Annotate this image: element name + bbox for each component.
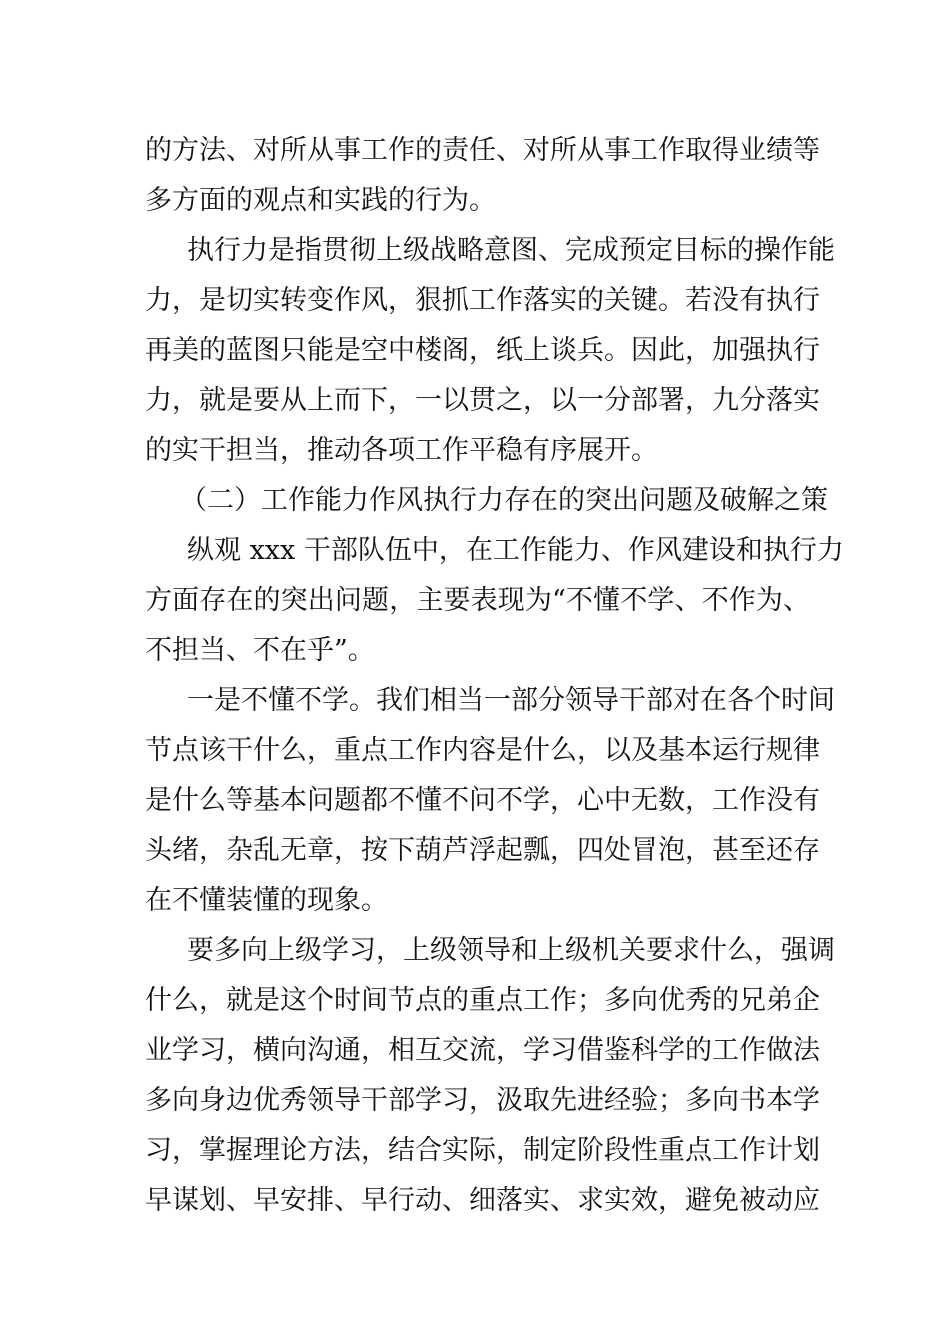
paragraph-line: 多方面的观点和实践的行为。 <box>145 185 496 216</box>
paragraph-line: 是什么等基本问题都不懂不问不学，心中无数，工作没有 <box>145 785 820 816</box>
paragraph-line: 不担当、不在乎”。 <box>145 635 375 666</box>
paragraph-line: 力，是切实转变作风，狠抓工作落实的关键。若没有执行 <box>145 285 820 316</box>
paragraph-line: 什么，就是这个时间节点的重点工作；多向优秀的兄弟企 <box>145 985 820 1016</box>
paragraph-line: 节点该干什么，重点工作内容是什么，以及基本运行规律 <box>145 735 820 766</box>
paragraph-line: 要多向上级学习，上级领导和上级机关要求什么，强调 <box>187 935 835 966</box>
document-body <box>145 126 844 1226</box>
paragraph-line: 头绪，杂乱无章，按下葫芦浮起瓢，四处冒泡，甚至还存 <box>145 835 820 866</box>
paragraph-line: 执行力是指贯彻上级战略意图、完成预定目标的操作能 <box>187 235 835 266</box>
paragraph-line: 一是不懂不学。我们相当一部分领导干部对在各个时间 <box>187 685 835 716</box>
paragraph-line: 早谋划、早安排、早行动、细落实、求实效，避免被动应 <box>145 1185 820 1216</box>
paragraph-line: 纵观 xxx 干部队伍中，在工作能力、作风建设和执行力 <box>187 535 844 566</box>
paragraph-line: 的方法、对所从事工作的责任、对所从事工作取得业绩等 <box>145 135 820 166</box>
paragraph-line: 习，掌握理论方法，结合实际，制定阶段性重点工作计划 <box>145 1135 820 1166</box>
paragraph-line: 方面存在的突出问题，主要表现为“不懂不学、不作为、 <box>145 585 810 616</box>
paragraph-line: 力，就是要从上而下，一以贯之，以一分部署，九分落实 <box>145 385 820 416</box>
paragraph-line: 在不懂装懂的现象。 <box>145 885 388 916</box>
paragraph-line: 多向身边优秀领导干部学习，汲取先进经验；多向书本学 <box>145 1085 820 1116</box>
paragraph-line: 的实干担当，推动各项工作平稳有序展开。 <box>145 435 658 466</box>
section-heading: （二）工作能力作风执行力存在的突出问题及破解之策 <box>180 485 828 516</box>
paragraph-line: 再美的蓝图只能是空中楼阁，纸上谈兵。因此，加强执行 <box>145 335 820 366</box>
paragraph-line: 业学习，横向沟通，相互交流，学习借鉴科学的工作做法 <box>145 1035 820 1066</box>
